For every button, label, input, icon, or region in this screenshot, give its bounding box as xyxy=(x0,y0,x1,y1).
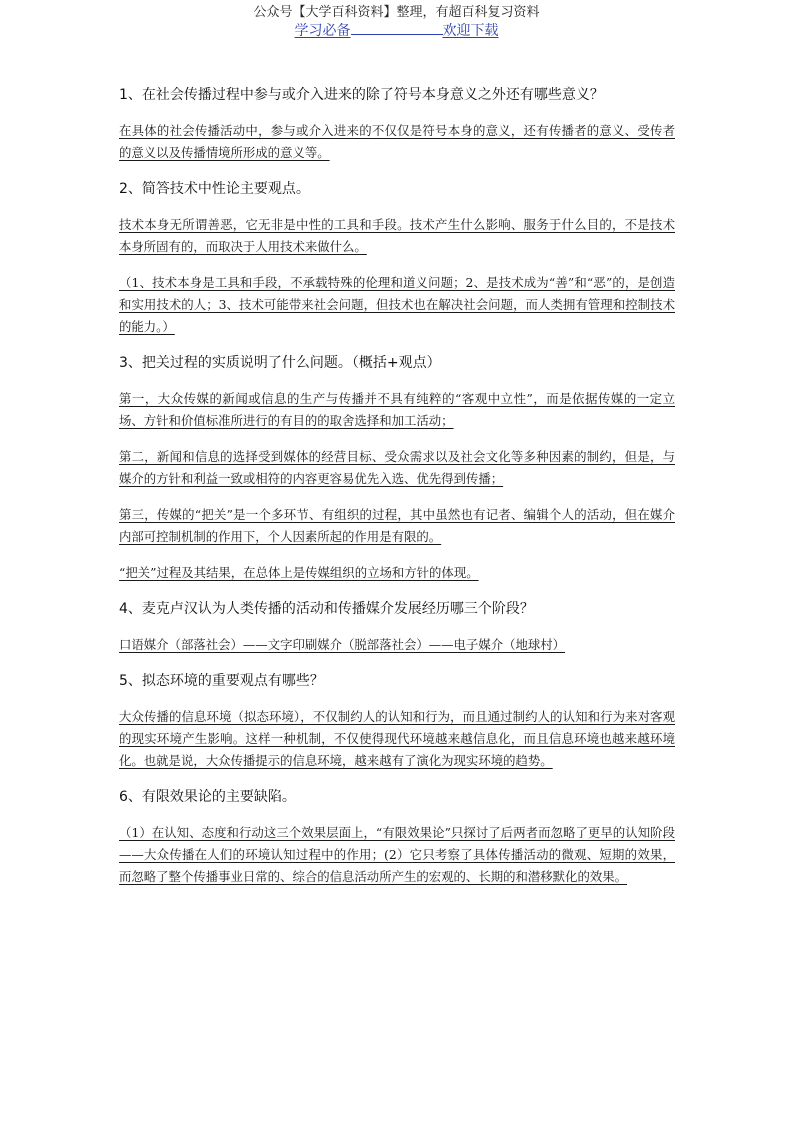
answer-text: 第一，大众传媒的新闻或信息的生产与传播并不具有纯粹的“客观中立性”，而是依据传媒的一定立场、方针和价值标准所进行的有目的的取舍选择和加工活动； xyxy=(119,391,675,428)
subheader-right-text: 欢迎下载 xyxy=(442,23,499,39)
answer-text: 在具体的社会传播活动中，参与或介入进来的不仅仅是符号本身的意义，还有传播者的意义、受传者的意义以及传播情境所形成的意义等。 xyxy=(119,123,675,160)
question-heading: 4、麦克卢汉认为人类传播的活动和传播媒介发展经历哪三个阶段？ xyxy=(119,601,534,617)
answer-paragraph xyxy=(119,562,675,584)
answer-text: 第二，新闻和信息的选择受到媒体的经营目标、受众需求以及社会文化等多种因素的制约，但是，与媒介的方针和利益一致或相符的内容更容易优先入选、优先得到传播； xyxy=(119,449,675,486)
page-subheader xyxy=(0,21,793,41)
answer-text: 口语媒介（部落社会）——文字印刷媒介（脱部落社会）——电子媒介（地球村） xyxy=(119,637,566,652)
page-header xyxy=(0,4,793,22)
answer-text: （1、技术本身是工具和手段，不承载特殊的伦理和道义问题；2、是技术成为“善”和“恶”的，是创造和实用技术的人；3、技术可能带来社会问题，但技术也在解决社会问题，而人类拥有管理和控制技术的能力。） xyxy=(119,275,675,334)
answer-text: 大众传播的信息环境（拟态环境），不仅制约人的认知和行为，而且通过制约人的认知和行为来对客观的现实环境产生影响。这样一种机制，不仅使得现代环境越来越信息化，而且信息环境也越来越环境化。也就是说，大众传播提示的信息环境，越来越有了演化为现实环境的趋势。 xyxy=(119,709,675,768)
question-heading: 5、拟态环境的重要观点有哪些？ xyxy=(119,673,324,689)
question-heading: 1、在社会传播过程中参与或介入进来的除了符号本身意义之外还有哪些意义？ xyxy=(119,87,604,103)
header-text: 公众号【大学百科资料】整理，有超百科复习资料 xyxy=(253,5,540,20)
answer-paragraph xyxy=(119,388,675,432)
question-heading: 3、把关过程的实质说明了什么问题。（概括+观点） xyxy=(119,355,441,371)
answer-paragraph xyxy=(119,634,675,656)
answer-paragraph xyxy=(119,120,675,164)
answer-text: （1）在认知、态度和行动这三个效果层面上，“有限效果论”只探讨了后两者而忽略了更早的认知阶段——大众传播在人们的环境认知过程中的作用；(2）它只考察了具体传播活动的微观、短期的效果，而忽略了整个传播事业日常的、综合的信息活动所产生的宏观的、长期的和潜移默化的效果。 xyxy=(119,825,675,884)
answer-paragraph xyxy=(119,706,675,772)
subheader-divider xyxy=(351,22,443,35)
question-heading: 6、有限效果论的主要缺陷。 xyxy=(119,789,296,805)
answer-paragraph xyxy=(119,272,675,338)
answer-text: “把关”过程及其结果，在总体上是传媒组织的立场和方针的体现。 xyxy=(119,565,479,580)
answer-paragraph xyxy=(119,214,675,258)
answer-text: 第三，传媒的“把关”是一个多环节、有组织的过程，其中虽然也有记者、编辑个人的活动，但在媒介内部可控制机制的作用下，个人因素所起的作用是有限的。 xyxy=(119,507,675,544)
answer-paragraph xyxy=(119,446,675,490)
answer-text: 技术本身无所谓善恶，它无非是中性的工具和手段。技术产生什么影响、服务于什么目的，不是技术本身所固有的，而取决于人用技术来做什么。 xyxy=(119,217,675,254)
question-heading: 2、简答技术中性论主要观点。 xyxy=(119,181,310,197)
document-body xyxy=(119,84,675,902)
subheader-left-text: 学习必备 xyxy=(294,23,351,39)
answer-paragraph xyxy=(119,822,675,888)
answer-paragraph xyxy=(119,504,675,548)
